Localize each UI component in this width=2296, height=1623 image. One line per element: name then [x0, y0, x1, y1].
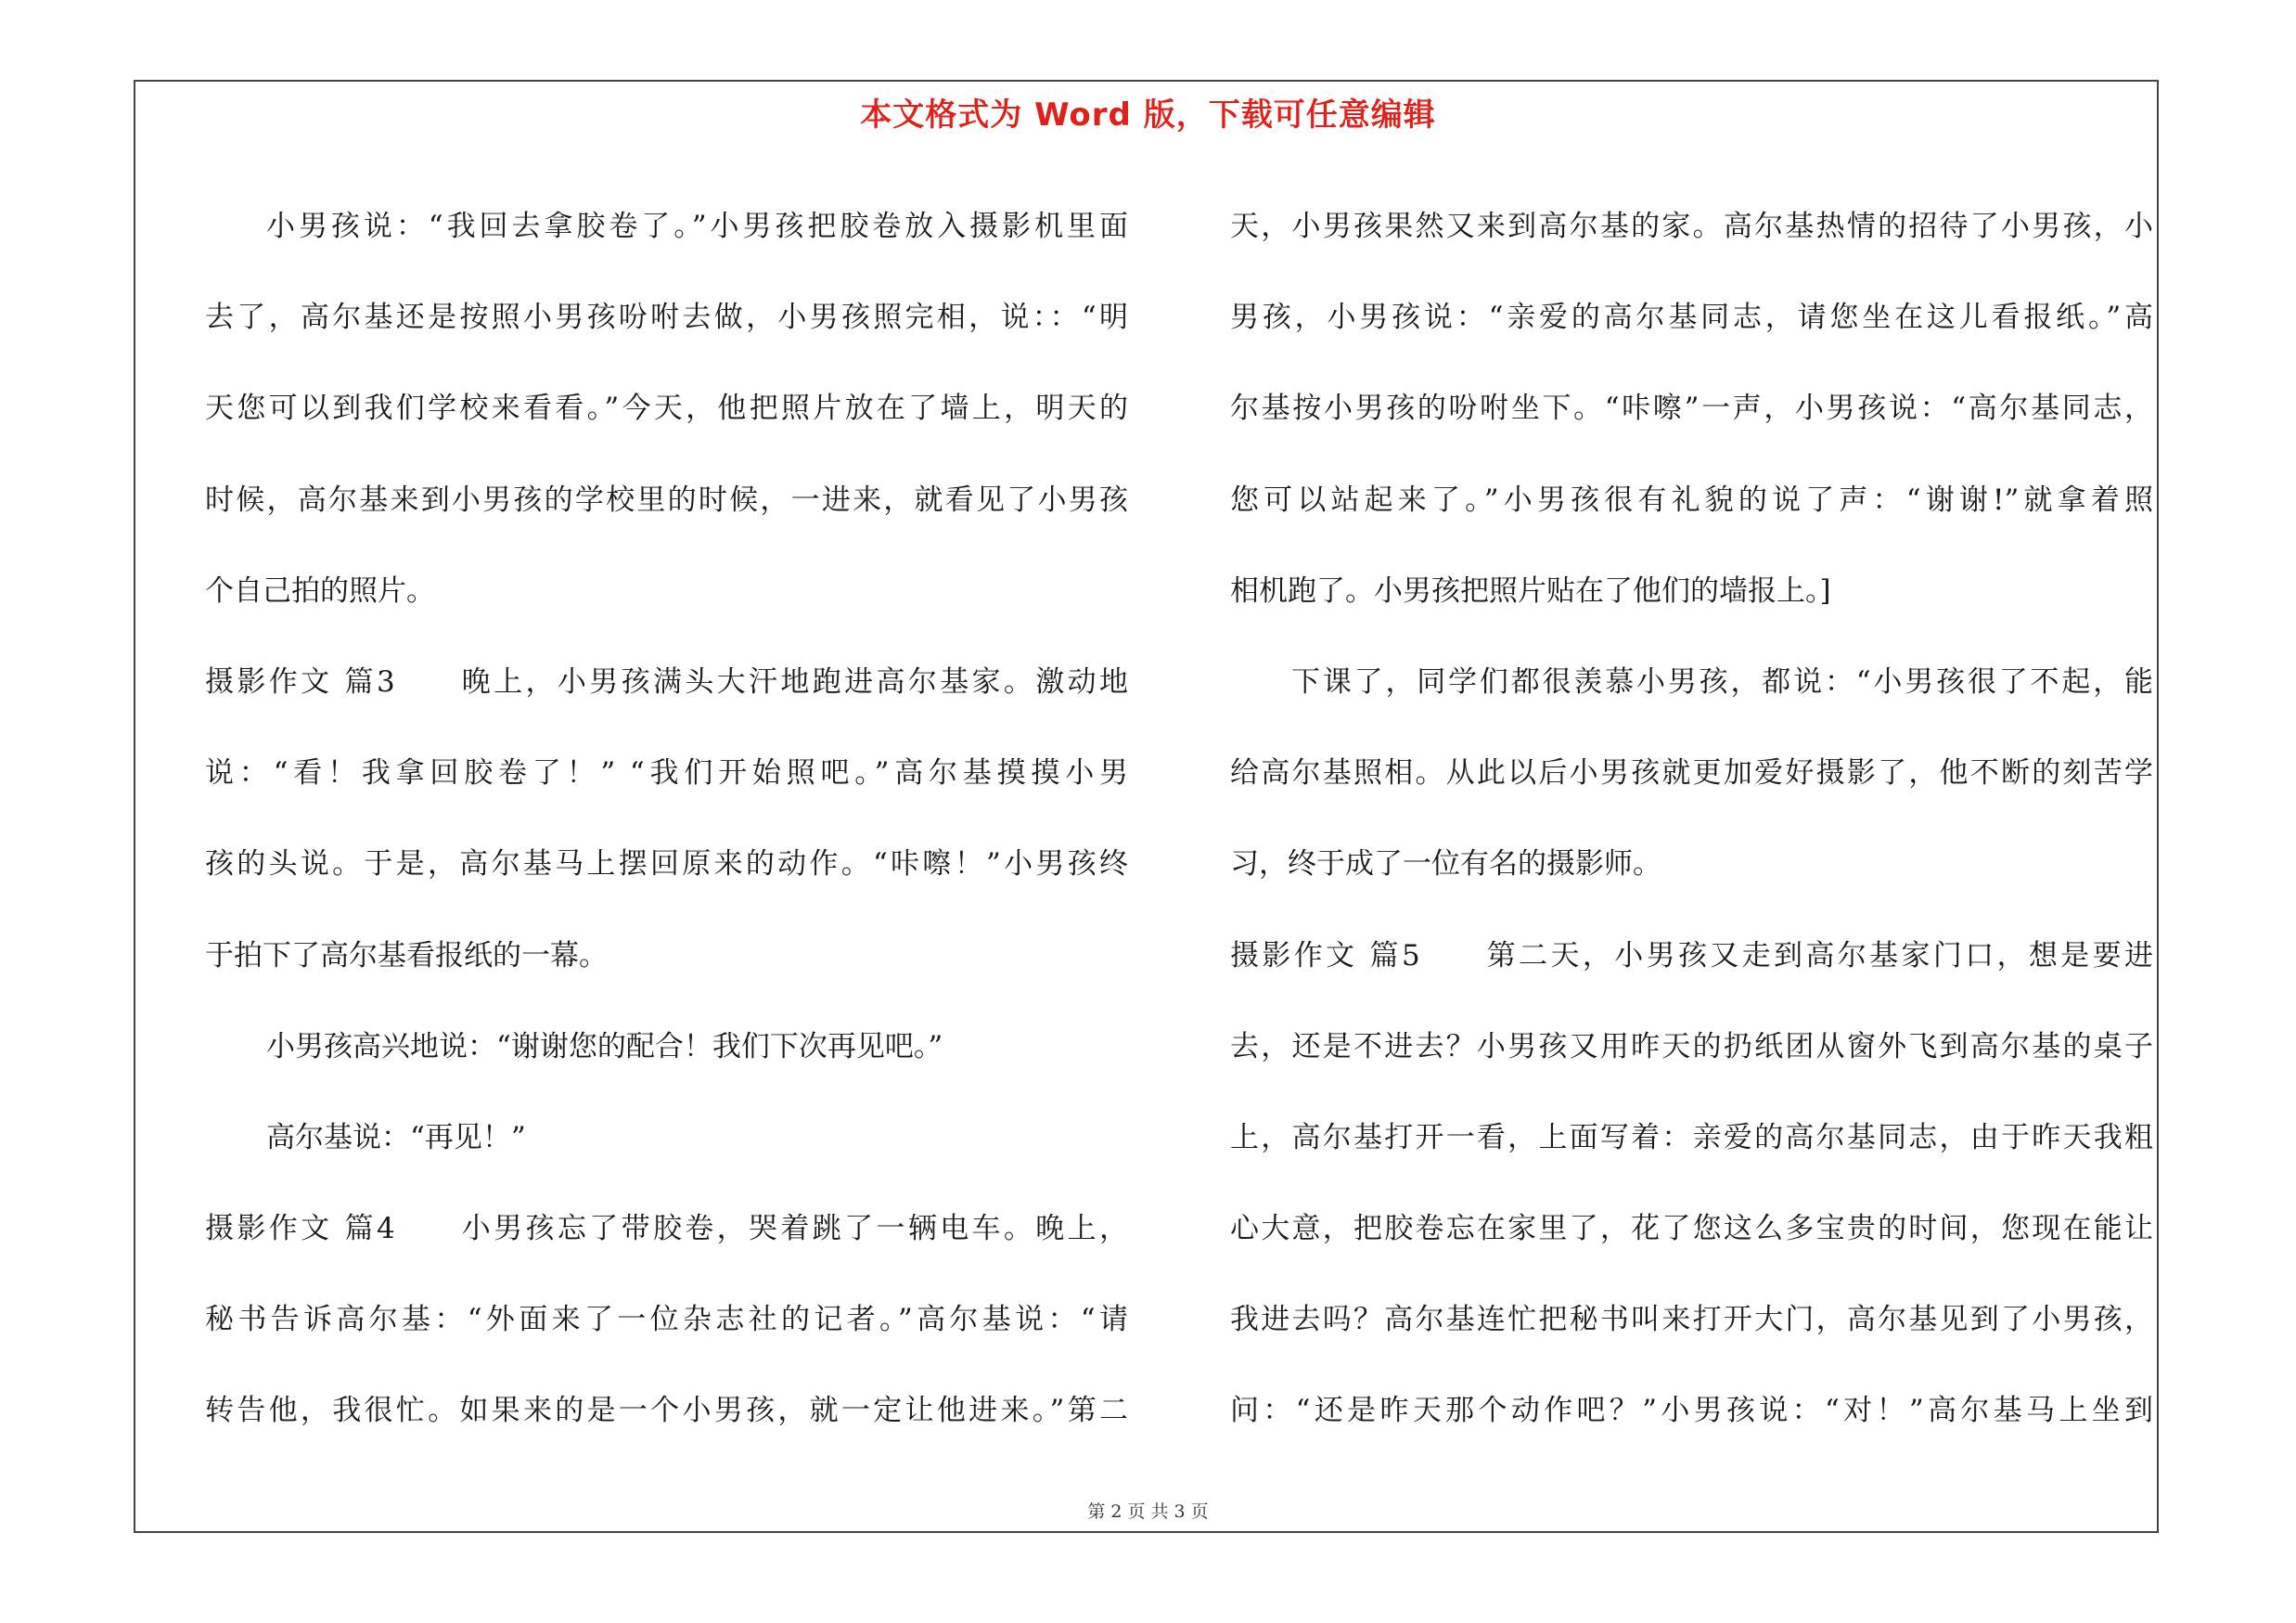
text-line: 摄影作文 篇5 第二天，小男孩又走到高尔基家门口，想是要进: [1230, 938, 2153, 973]
text-line: 天您可以到我们学校来看看。”今天，他把照片放在了墙上，明天的: [205, 392, 1128, 426]
text-line: 相机跑了。小男孩把照片贴在了他们的墙报上。]: [1230, 573, 1831, 608]
text-line: 说：“看！我拿回胶卷了！” “我们开始照吧。”高尔基摸摸小男: [205, 756, 1128, 791]
right-text-column: [1230, 181, 2153, 1457]
text-line: 习，终于成了一位有名的摄影师。: [1230, 847, 1661, 882]
text-line: 秘书告诉高尔基：“外面来了一位杂志社的记者。”高尔基说：“请: [205, 1303, 1128, 1337]
text-line: 尔基按小男孩的吩咐坐下。“咔嚓”一声，小男孩说：“高尔基同志，: [1230, 392, 2153, 426]
text-line: 时候，高尔基来到小男孩的学校里的时候，一进来，就看见了小男孩: [205, 483, 1128, 517]
text-line: 天，小男孩果然又来到高尔基的家。高尔基热情的招待了小男孩，小: [1230, 210, 2153, 243]
text-line: 给高尔基照相。从此以后小男孩就更加爱好摄影了，他不断的刻苦学: [1230, 756, 2153, 791]
text-line: 摄影作文 篇3 晚上，小男孩满头大汗地跑进高尔基家。激动地: [205, 664, 1128, 699]
text-line: 心大意，把胶卷忘在家里了，花了您这么多宝贵的时间，您现在能让: [1230, 1212, 2153, 1246]
text-line: 问：“还是昨天那个动作吧？”小男孩说：“对！”高尔基马上坐到: [1230, 1394, 2153, 1428]
text-line: 男孩，小男孩说：“亲爱的高尔基同志，请您坐在这儿看报纸。”高: [1230, 301, 2153, 335]
text-line: 小男孩说：“我回去拿胶卷了。”小男孩把胶卷放入摄影机里面: [266, 210, 1128, 243]
format-notice-banner: 本文格式为 Word 版，下载可任意编辑: [860, 97, 1436, 134]
text-line: 转告他，我很忙。如果来的是一个小男孩，就一定让他进来。”第二: [205, 1394, 1128, 1428]
page-number-footer: 第 2 页 共 3 页: [1087, 1501, 1209, 1522]
text-line: 个自己拍的照片。: [205, 573, 435, 608]
text-line: 去了，高尔基还是按照小男孩吩咐去做，小男孩照完相，说：：“明: [205, 301, 1128, 335]
text-line: 您可以站起来了。”小男孩很有礼貌的说了声：“谢谢!”就拿着照: [1230, 483, 2153, 517]
text-line: 去，还是不进去？小男孩又用昨天的扔纸团从窗外飞到高尔基的桌子: [1230, 1029, 2153, 1063]
text-line: 下课了，同学们都很羡慕小男孩，都说：“小男孩很了不起，能: [1291, 664, 2153, 699]
text-line: 我进去吗？高尔基连忙把秘书叫来打开大门，高尔基见到了小男孩，: [1230, 1303, 2153, 1337]
text-line: 小男孩高兴地说：“谢谢您的配合！我们下次再见吧。”: [266, 1029, 943, 1063]
text-line: 于拍下了高尔基看报纸的一幕。: [205, 938, 608, 973]
left-text-column: [205, 181, 1128, 1457]
text-line: 上，高尔基打开一看，上面写着：亲爱的高尔基同志，由于昨天我粗: [1230, 1120, 2153, 1154]
text-line: 摄影作文 篇4 小男孩忘了带胶卷，哭着跳了一辆电车。晚上，: [205, 1212, 1128, 1246]
text-line: 孩的头说。于是，高尔基马上摆回原来的动作。“咔嚓！”小男孩终: [205, 847, 1128, 882]
text-line: 高尔基说：“再见！”: [266, 1120, 526, 1154]
